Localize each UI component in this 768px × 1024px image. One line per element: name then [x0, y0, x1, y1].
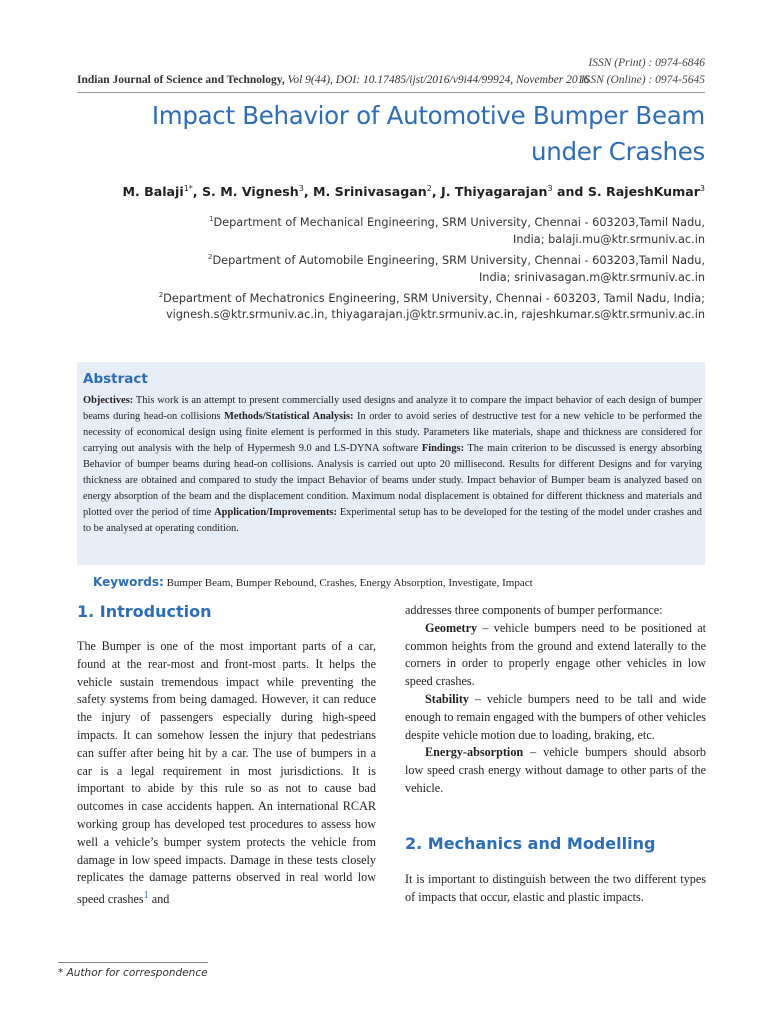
- footnote-divider: [58, 962, 208, 963]
- abstract-span: The main criterion to be discussed is energy absorbing Behavior of bumper beams during head-on collisions. Analysis is carried out upto 20 millisecond. Results for different Designs and for varying thickness are obtained and compared to study the impact Behavior of beams under study. Impact behavior of Bumper beam is analyzed based on energy absorption of the beam and the displacement condition. Maximum nodal displacement is obtained for different thickness and materials and plotted over the period of time: [83, 443, 702, 518]
- author-name: J. Thiyagarajan: [441, 184, 548, 200]
- citation-link[interactable]: 1: [143, 890, 149, 902]
- author-sup: 3: [547, 184, 553, 193]
- term-text: – vehicle bumpers need to be positioned at common heights from the ground and extend laterally to the corners in order to properly engage other vehicles in low speed crashes.: [405, 620, 706, 689]
- affiliation: [145, 287, 705, 324]
- author-sup: 3: [699, 184, 705, 193]
- term-label: Energy-absorption: [425, 745, 524, 760]
- author-sup: 2: [426, 184, 432, 193]
- author-name: M. Srinivasagan: [312, 184, 427, 200]
- abstract-text: [83, 393, 702, 537]
- paragraph-geometry: [405, 620, 706, 691]
- paragraph-energy: [405, 744, 706, 797]
- intro-text: The Bumper is one of the most important parts of a car, found at the rear-most and front-most parts. It helps the vehicle sustain tremendous impact while preventing the safety systems from being damaged. However, it can reduce the injury of passengers especially during high-speed impacts. It can somehow lessen the injury that pedestrians can suffer after being hit by a car. The use of bumpers in a car is a legal requirement in most jurisdictions. It is important to abide by this rule so as not to cause bad outcomes in case accidents happen. An international RCAR working group has developed test procedures to assess how well a vehicle’s bumper system protects the vehicle from damage in low speed impacts. Damage in these tests closely replicates the damage patterns observed in real world low speed crashes: [77, 639, 376, 907]
- paragraph-stability: [405, 691, 706, 744]
- author-name: M. Balaji: [122, 184, 184, 200]
- abstract-span: Experimental setup has to be developed for the testing of the model under crashes and to be analysed at operating condition.: [83, 507, 702, 534]
- author-sup: 1*: [183, 184, 193, 193]
- left-column: [77, 638, 376, 909]
- author-list: [122, 184, 705, 199]
- intro-paragraph: [77, 638, 376, 909]
- abstract-span: In order to avoid series of destructive test for a new vehicle to be performed the necessity of economical design using finite element is performed in this study. Parameters like materials, shape and thickness are considered for carrying out analysis with the help of Hypermesh 9.0 and LS-DYNA software: [83, 411, 702, 454]
- affiliation: [145, 211, 705, 248]
- affiliation-line: Department of Mechatronics Engineering, SRM University, Chennai - 603203, Tamil Nadu, India;: [163, 291, 705, 305]
- affiliation-sup: 2: [208, 252, 213, 261]
- issn-print: ISSN (Print) : 0974-6846: [588, 57, 705, 69]
- term-text: – vehicle bumpers should absorb low speed crash energy without damage to other parts of the vehicle.: [405, 745, 706, 795]
- author-sep: ,: [303, 184, 313, 200]
- affiliation-line: India; srinivasagan.m@ktr.srmuniv.ac.in: [478, 270, 705, 284]
- section-heading-introduction: 1. Introduction: [77, 602, 212, 621]
- section-heading-mechanics: 2. Mechanics and Modelling: [405, 834, 656, 853]
- journal-line: [77, 74, 589, 86]
- journal-name: Indian Journal of Science and Technology,: [77, 74, 285, 86]
- abstract-heading: Abstract: [83, 371, 148, 387]
- author-name: S. RajeshKumar: [587, 184, 700, 200]
- keywords-label: Keywords:: [93, 575, 164, 589]
- author-sep: ,: [192, 184, 202, 200]
- abstract-span: This work is an attempt to present commercially used designs and analyze it to compare the impact behavior of each design of bumper beams during head-on collisions: [83, 395, 702, 422]
- affiliation-line: India; balaji.mu@ktr.srmuniv.ac.in: [513, 232, 705, 246]
- affiliation-sup: 2: [158, 290, 164, 299]
- header-divider: [77, 92, 705, 93]
- abstract-label: Methods/Statistical Analysis:: [224, 411, 354, 422]
- mechanics-paragraph: [405, 871, 706, 907]
- term-label: Stability: [425, 691, 470, 706]
- term-label: Geometry: [425, 620, 478, 635]
- issn-online: ISSN (Online) : 0974-5645: [580, 74, 705, 86]
- footnote: * Author for correspondence: [58, 967, 208, 979]
- term-text: – vehicle bumpers need to be tall and wide enough to remain engaged with the bumpers of other vehicles despite vehicle motion due to loading, braking, etc.: [405, 691, 706, 742]
- intro-tail: and: [148, 892, 170, 907]
- affiliations: [145, 211, 705, 324]
- author-sep: ,: [431, 184, 442, 200]
- abstract-label: Findings:: [421, 443, 465, 454]
- affiliation-sup: 1: [208, 215, 214, 223]
- paper-title: Impact Behavior of Automotive Bumper Beam under Crashes: [151, 101, 705, 166]
- paragraph: It is important to distinguish between the two different types of impacts that occur, elastic and plastic impacts.: [405, 872, 706, 904]
- keywords: [93, 575, 533, 589]
- keywords-text: Bumper Beam, Bumper Rebound, Crashes, Energy Absorption, Investigate, Impact: [163, 577, 533, 589]
- affiliation-line: Department of Automobile Engineering, SRM University, Chennai - 603203,Tamil Nadu,: [212, 253, 705, 267]
- abstract-label: Objectives:: [83, 395, 134, 406]
- abstract-label: Application/Improvements:: [214, 507, 337, 518]
- author-name: S. M. Vignesh: [201, 184, 299, 200]
- paragraph: addresses three components of bumper performance:: [405, 603, 663, 617]
- issn-block: [581, 55, 705, 89]
- affiliation: [145, 249, 705, 286]
- journal-meta: Vol 9(44), DOI: 10.17485/ijst/2016/v9i44/99924, November 2016: [284, 74, 590, 86]
- author-sup: 3: [298, 184, 304, 193]
- right-column: [405, 602, 706, 798]
- affiliation-line: vignesh.s@ktr.srmuniv.ac.in, thiyagarajan.j@ktr.srmuniv.ac.in, rajeshkumar.s@ktr.srmuniv.ac.in: [165, 308, 705, 322]
- author-sep: and: [552, 184, 588, 200]
- affiliation-line: Department of Mechanical Engineering, SRM University, Chennai - 603203,Tamil Nadu,: [213, 215, 705, 229]
